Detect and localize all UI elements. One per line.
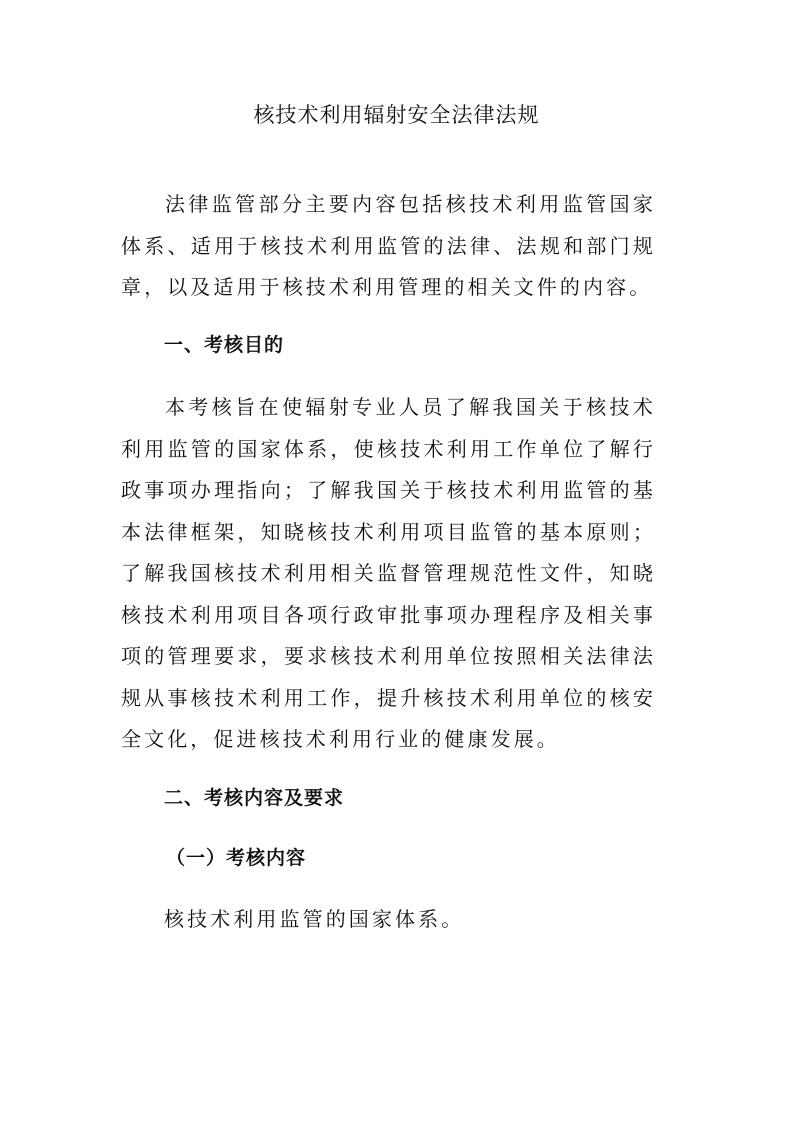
section-1-paragraph: 本考核旨在使辐射专业人员了解我国关于核技术利用监管的国家体系，使核技术利用工作单位了解行政事项办理指向；了解我国关于核技术利用监管的基本法律框架，知晓核技术利用项目监管的基本原则；了解我国核技术利用相关监督管理规范性文件，知晓核技术利用项目各项行政审批事项办理程序及相关事项的管理要求，要求核技术利用单位按照相关法律法规从事核技术利用工作，提升核技术利用单位的核安全文化，促进核技术利用行业的健康发展。 <box>121 395 656 751</box>
section-2-heading: 二、考核内容及要求 <box>164 787 345 809</box>
section-1-heading: 一、考核目的 <box>164 334 285 356</box>
document-title: 核技术利用辐射安全法律法规 <box>253 103 540 127</box>
intro-paragraph: 法律监管部分主要内容包括核技术利用监管国家体系、适用于核技术利用监管的法律、法规和部门规章，以及适用于核技术利用管理的相关文件的内容。 <box>121 192 656 299</box>
section-2-paragraph: 核技术利用监管的国家体系。 <box>164 907 465 931</box>
section-2-subheading: （一）考核内容 <box>166 847 307 869</box>
